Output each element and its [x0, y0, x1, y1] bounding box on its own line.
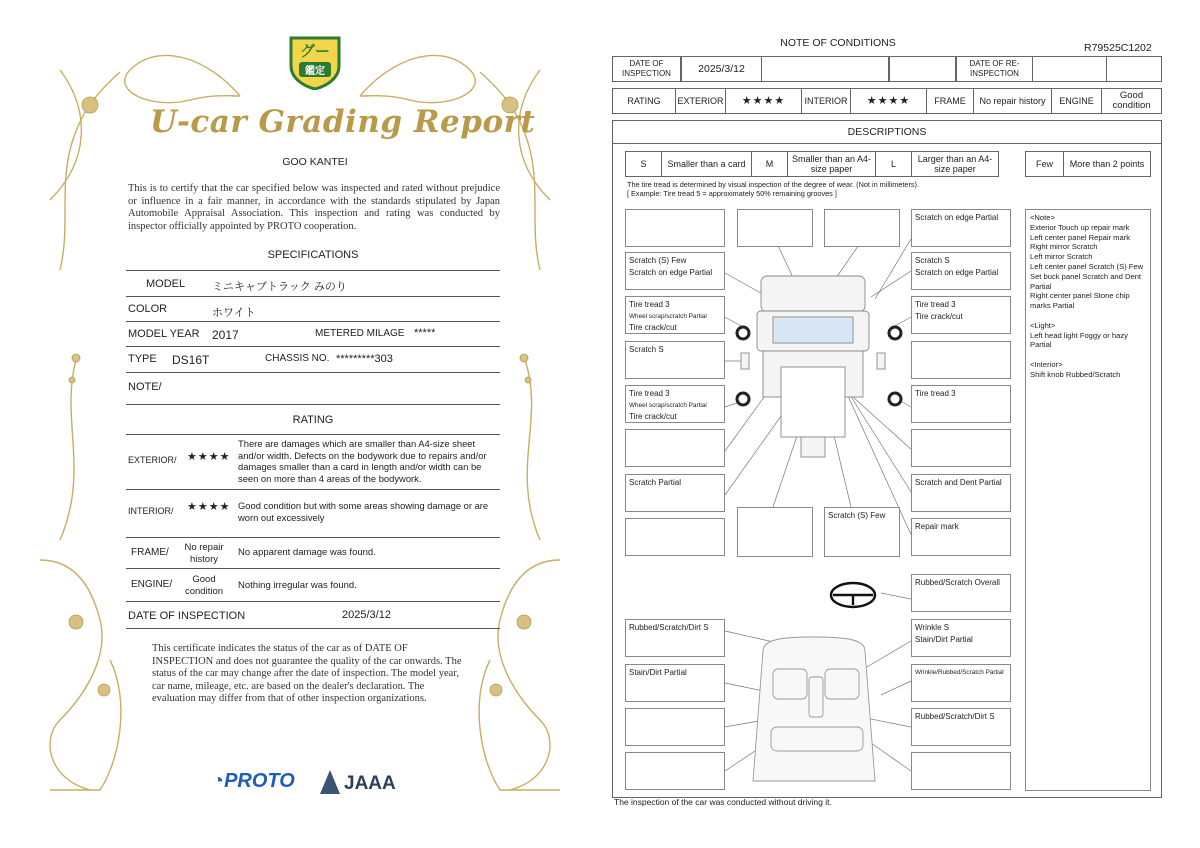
proto-logo-mark: ◔: [212, 770, 225, 792]
condition-box-r7: [911, 474, 1011, 512]
metered-mileage-value: *****: [414, 327, 436, 339]
type-value: DS16T: [172, 353, 210, 367]
condition-box-l4: [625, 341, 725, 379]
condition-text: Rubbed/Scratch/Dirt S: [915, 712, 995, 721]
condition-box-l3: [625, 296, 725, 334]
condition-box-l10: [625, 664, 725, 702]
frame-value: No repair history: [974, 89, 1052, 113]
interior-label: INTERIOR: [802, 89, 851, 113]
condition-box-r6: [911, 429, 1011, 467]
condition-text: Wrinkle/Rubbed/Scratch Partial: [915, 669, 1004, 676]
note-line: Right mirror Scratch: [1030, 242, 1098, 252]
condition-box-r11: [911, 664, 1011, 702]
frame-label: FRAME/: [131, 547, 169, 558]
condition-text: Scratch Partial: [629, 478, 682, 487]
specifications-heading: SPECIFICATIONS: [267, 249, 359, 261]
condition-box-l9: [625, 619, 725, 657]
engine-label: ENGINE: [1052, 89, 1102, 113]
descriptions-heading: DESCRIPTIONS: [613, 121, 1161, 144]
date-of-inspection-value: 2025/3/12: [342, 609, 391, 621]
condition-box-l8: [625, 518, 725, 556]
jaaa-logo: JAAA: [344, 773, 396, 794]
certificate-disclaimer: This certificate indicates the status of the car as of DATE OF INSPECTION and does not guarantee the quality of the car onwards. The status of the car may change after the date of inspection. The model year, car name, mileage, etc. are based on the dealer's declaration. The evaluation may differ from that of other inspection organizations.: [152, 643, 462, 704]
condition-box-r1: [911, 209, 1011, 247]
condition-text: Tire tread 3: [915, 300, 956, 309]
model-year-label: MODEL YEAR: [128, 328, 200, 340]
condition-box-r9: [911, 574, 1011, 612]
condition-text: Repair mark: [915, 522, 959, 531]
condition-text: Stain/Dirt Partial: [629, 668, 687, 677]
sheet-footer: The inspection of the car was conducted without driving it.: [614, 797, 832, 807]
condition-box-r13: [911, 752, 1011, 790]
condition-box-r10: [911, 619, 1011, 657]
tire-note-2: [ Example: Tire tread 5 = approximately 50% remaining grooves ]: [627, 189, 837, 198]
condition-text: Tire crack/cut: [915, 311, 963, 321]
note-line: [1030, 350, 1146, 360]
note-line: Set buck panel Scratch and Dent Partial: [1030, 271, 1142, 291]
legend-m-text: Smaller than an A4-size paper: [788, 152, 876, 176]
note-line: Shift knob Rubbed/Scratch: [1030, 369, 1121, 379]
engine-value: Good condition: [1112, 90, 1151, 111]
metered-mileage-label: METERED MILAGE: [315, 328, 405, 339]
exterior-description: There are damages which are smaller than A4-size sheet and/or width. Defects on the bodywork due to repairs and/or damages smaller than a card in length and/or width can be seen on more than 4 areas of the bodywork.: [238, 438, 487, 484]
condition-box-l5: [625, 385, 725, 423]
proto-logo: [212, 770, 295, 793]
exterior-label: EXTERIOR: [676, 89, 726, 113]
note-line: [1030, 311, 1146, 321]
legend-s-text: Smaller than a card: [662, 152, 752, 176]
condition-box-t2: [824, 209, 900, 247]
rating-label: RATING: [613, 89, 676, 113]
note-line: Exterior Touch up repair mark: [1030, 222, 1130, 232]
chassis-value: *********303: [336, 353, 393, 365]
condition-text: Scratch (S) Few: [828, 511, 886, 520]
type-label: TYPE: [128, 353, 157, 365]
color-label: COLOR: [128, 303, 168, 315]
condition-text: Scratch S: [915, 256, 950, 265]
note-label: NOTE/: [128, 381, 162, 393]
model-label: MODEL: [146, 278, 186, 290]
exterior-label: EXTERIOR/: [128, 455, 177, 465]
engine-value: Good condition: [184, 574, 224, 597]
descriptions-panel: [612, 120, 1162, 798]
exterior-stars: ★★★★: [187, 451, 231, 463]
interior-description: Good condition but with some areas showing damage or are worn out excessively: [238, 500, 489, 523]
legend-m: M: [752, 152, 788, 176]
sheet-code: R79525C1202: [1084, 42, 1152, 54]
condition-box-r2: [911, 252, 1011, 290]
note-line: Left mirror Scratch: [1030, 252, 1093, 262]
condition-box-r5: [911, 385, 1011, 423]
condition-text: Scratch on edge Partial: [915, 267, 999, 277]
condition-box-t1: [737, 209, 813, 247]
chassis-label: CHASSIS NO.: [265, 353, 330, 364]
condition-text: Wrinkle S: [915, 623, 950, 632]
certification-statement: This is to certify that the car specified below was inspected and rated without prejudice or influence in a fair manner, in accordance with the standards stipulated by Japan Automobile Appraisal Association. This inspection and rating was conducted by inspector officially appointed by PROTO cooperation.: [128, 183, 500, 232]
legend-s: S: [626, 152, 662, 176]
date-of-inspection-label: DATE OF INSPECTION: [128, 610, 246, 622]
model-year-value: 2017: [212, 328, 239, 342]
goo-kantei-badge: [287, 32, 343, 90]
frame-description: No apparent damage was found.: [238, 547, 376, 558]
interior-label: INTERIOR/: [128, 506, 174, 516]
tire-note-1: The tire tread is determined by visual inspection of the degree of wear. (Not in millimeters).: [627, 180, 920, 189]
condition-text: Scratch and Dent Partial: [915, 478, 1002, 487]
note-of-conditions-sheet: [600, 0, 1200, 848]
date-blank-1: [762, 57, 889, 81]
interior-stars: ★★★★: [187, 501, 231, 513]
date-inspection-label: DATE OF INSPECTION: [613, 57, 681, 81]
condition-box-l11: [625, 708, 725, 746]
note-line: <Note>: [1030, 213, 1055, 222]
condition-box-r4: [911, 341, 1011, 379]
date-inspection-value: 2025/3/12: [681, 57, 762, 81]
condition-text: Tire tread 3: [915, 389, 956, 398]
interior-stars: ★★★★: [851, 89, 927, 113]
engine-label: ENGINE/: [131, 579, 173, 590]
rating-heading: RATING: [292, 414, 334, 426]
note-line: Left center panel Scratch (S) Few: [1030, 261, 1144, 271]
condition-box-l6: [625, 429, 725, 467]
certificate-title: U-car Grading Report: [150, 104, 536, 140]
frame-value: No repair history: [184, 542, 224, 565]
badge-top-text: グー: [299, 43, 330, 60]
condition-box-l12: [625, 752, 725, 790]
condition-box-b1: [737, 507, 813, 557]
sheet-title: NOTE OF CONDITIONS: [780, 37, 896, 49]
condition-text: Tire crack/cut: [629, 411, 677, 421]
note-line: <Light>: [1030, 320, 1056, 330]
condition-text: Stain/Dirt Partial: [915, 634, 973, 644]
condition-text: Scratch on edge Partial: [915, 213, 999, 222]
note-line: Left head light Foggy or hazy Partial: [1030, 330, 1128, 350]
certificate-subtitle: GOO KANTEI: [282, 156, 348, 168]
condition-text: Scratch on edge Partial: [629, 267, 713, 277]
condition-text: Tire tread 3: [629, 389, 670, 398]
notes-panel: [1025, 209, 1151, 791]
condition-text: Wheel scrap/scratch Partial: [629, 312, 707, 320]
engine-description: Nothing irregular was found.: [238, 580, 357, 591]
reinspection-label: DATE OF RE-INSPECTION: [956, 57, 1033, 81]
condition-text: Scratch S: [629, 345, 664, 354]
legend-l: L: [876, 152, 912, 176]
condition-box-l1: [625, 209, 725, 247]
note-line: <Interior>: [1030, 359, 1063, 369]
reinspection-value: [1033, 57, 1107, 81]
proto-logo-text: PROTO: [224, 770, 295, 792]
condition-box-l2: [625, 252, 725, 290]
condition-box-r8: [911, 518, 1011, 556]
condition-box-r12: [911, 708, 1011, 746]
color-value: ホワイト: [212, 307, 256, 319]
model-value: ミニキャブトラック みのり: [212, 281, 347, 293]
note-line: Left center panel Repair mark: [1030, 232, 1131, 242]
note-line: Right center panel Stone chip marks Partial: [1030, 291, 1130, 311]
badge-bottom-text: 鑑定: [299, 62, 331, 77]
condition-text: Wheel scrap/scratch Partial: [629, 401, 707, 409]
condition-text: Rubbed/Scratch/Dirt S: [629, 623, 709, 632]
date-blank-3: [889, 57, 956, 81]
date-row: [612, 56, 1162, 82]
condition-text: Tire crack/cut: [629, 322, 677, 332]
condition-box-b2: [824, 507, 900, 557]
legend-l-text: Larger than an A4-size paper: [917, 154, 993, 174]
legend-few-text: More than 2 points: [1069, 159, 1145, 169]
legend-few: Few: [1026, 152, 1064, 176]
rating-row: [612, 88, 1162, 114]
condition-text: Scratch (S) Few: [629, 256, 687, 265]
condition-text: Rubbed/Scratch Overall: [915, 578, 1000, 587]
condition-box-l7: [625, 474, 725, 512]
condition-text: Tire tread 3: [629, 300, 670, 309]
frame-label: FRAME: [927, 89, 974, 113]
exterior-stars: ★★★★: [726, 89, 802, 113]
condition-box-r3: [911, 296, 1011, 334]
reinspection-blank: [1107, 57, 1161, 81]
